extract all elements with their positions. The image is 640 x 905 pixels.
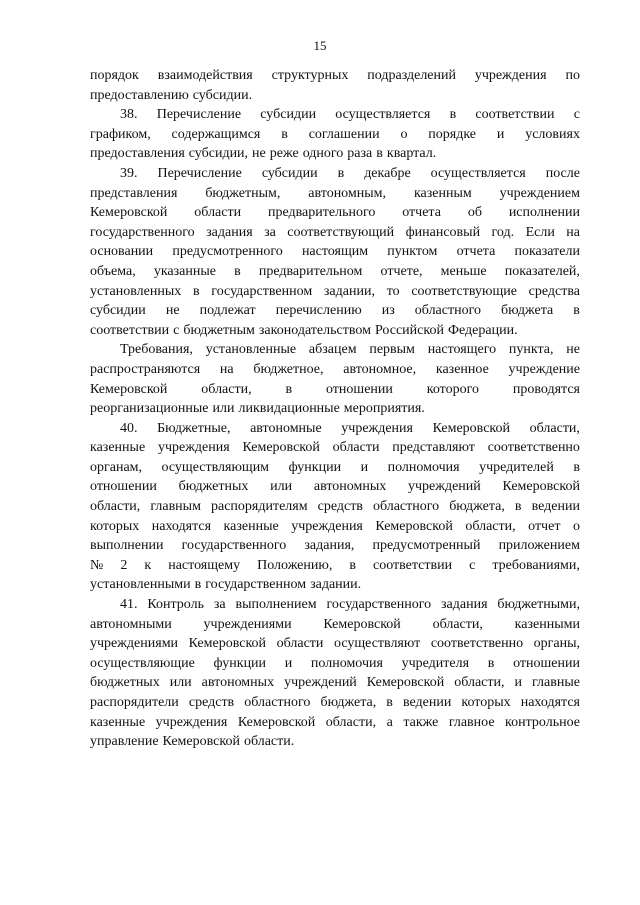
text-line — [90, 556, 580, 576]
word: декабре — [364, 165, 411, 181]
text-line — [90, 321, 580, 341]
word: осуществляющие — [90, 655, 195, 671]
word: в — [449, 107, 457, 123]
word: 40. — [120, 420, 138, 436]
word: с — [173, 322, 180, 338]
word: задания — [206, 224, 253, 240]
text-line — [90, 340, 580, 360]
word: государственного — [90, 224, 195, 240]
word: средства — [528, 283, 580, 299]
word: соответствующие — [411, 283, 517, 299]
word: находятся — [151, 518, 212, 534]
word: учредителя — [401, 655, 470, 671]
word: в — [573, 459, 580, 475]
word: Перечисление — [156, 107, 242, 123]
word: субсидии. — [192, 87, 253, 103]
word: не — [566, 342, 580, 358]
text-line — [90, 262, 580, 282]
word: области — [276, 636, 324, 652]
word: Кемеровской — [242, 440, 320, 456]
word: 39. — [120, 165, 138, 181]
word: области, — [454, 675, 505, 691]
word: автономным, — [308, 185, 387, 201]
word: соответствии — [373, 557, 453, 573]
word: установленных — [90, 283, 182, 299]
text-line — [90, 144, 580, 164]
text-line — [90, 66, 580, 86]
word: учреждения — [155, 714, 228, 730]
text-line — [90, 399, 580, 419]
word: показателей, — [504, 263, 580, 279]
word: отчета — [456, 244, 496, 260]
word: отчета — [402, 205, 441, 221]
word: распорядителям — [210, 499, 308, 515]
word: раза — [347, 146, 373, 162]
word: в — [337, 165, 345, 181]
word: Кемеровской — [432, 420, 511, 436]
word: за — [213, 597, 226, 613]
word: задании, — [323, 283, 375, 299]
word: после — [545, 165, 580, 181]
word: которых — [90, 518, 140, 534]
text-line — [90, 282, 580, 302]
word: в — [349, 557, 356, 573]
word: предусмотренного — [172, 244, 283, 260]
word: бюджета — [501, 303, 554, 319]
word: учреждения — [474, 68, 547, 83]
word: учреждений — [408, 479, 481, 495]
word: одного — [302, 146, 344, 162]
word: области, — [465, 518, 516, 534]
text-line — [90, 693, 580, 713]
word: главным — [150, 499, 201, 515]
word: предусмотренный — [372, 538, 481, 554]
text-line — [90, 419, 580, 439]
word: основании — [90, 244, 154, 260]
word: предоставлению — [90, 87, 189, 103]
text-line — [90, 105, 580, 125]
word: средств — [188, 695, 235, 710]
word: порядке — [428, 126, 477, 142]
word: осуществляют — [333, 636, 421, 652]
text-line — [90, 536, 580, 556]
word: учреждения — [341, 420, 413, 436]
word: представления — [90, 185, 178, 201]
word: в — [281, 126, 288, 142]
word: Положению, — [257, 557, 333, 573]
text-line — [90, 301, 580, 321]
word: соответствии — [475, 107, 555, 123]
word: в — [234, 263, 241, 279]
word: бюджетных — [90, 675, 160, 691]
paragraph-41 — [90, 595, 580, 752]
word: государственного — [326, 597, 432, 613]
text-line — [90, 242, 580, 262]
text-line — [90, 380, 580, 400]
word: Кемеровской — [366, 675, 445, 691]
word: бюджетным — [183, 322, 255, 338]
word: бюджета, — [320, 695, 377, 710]
word: предоставления — [90, 146, 185, 162]
word: распорядители — [90, 695, 179, 710]
word: области. — [243, 734, 295, 750]
word: автономных — [201, 675, 275, 691]
word: пунктом — [387, 244, 438, 260]
word: об — [467, 205, 482, 221]
word: осуществляющим — [161, 459, 270, 475]
paragraph-38 — [90, 105, 580, 164]
text-line — [90, 575, 580, 595]
word: за — [264, 224, 276, 240]
word: бюджета, — [449, 499, 505, 515]
word: с — [573, 107, 580, 123]
word: из — [381, 303, 395, 319]
text-line — [90, 615, 580, 635]
word: казенными — [514, 616, 580, 632]
paragraph-continuation — [90, 66, 580, 105]
word: субсидии — [90, 303, 146, 319]
word: настоящему — [168, 557, 241, 573]
word: области — [332, 440, 380, 456]
word: представляют — [392, 440, 475, 456]
word: с — [469, 557, 476, 573]
word: учреждения — [157, 440, 230, 456]
word: показатели — [514, 244, 580, 260]
word: учреждения — [291, 518, 363, 534]
word: Перечисление — [157, 165, 242, 181]
word: главное — [448, 714, 495, 730]
word: в — [386, 695, 393, 710]
word: 2 — [120, 557, 128, 573]
word: задания — [441, 597, 488, 613]
word: объема, — [90, 263, 136, 279]
word: требованиями, — [492, 557, 580, 573]
word: управление — [90, 734, 159, 750]
word: учреждений — [284, 675, 357, 691]
word: главные — [531, 675, 580, 691]
word: отношении — [325, 381, 393, 397]
word: также — [403, 714, 439, 730]
word: содержащимся — [171, 126, 261, 142]
word: государственного — [181, 538, 287, 554]
paragraph-requirements — [90, 340, 580, 418]
word: не — [252, 146, 266, 162]
word: которого — [426, 381, 479, 397]
word: настоящего — [427, 342, 497, 358]
text-line — [90, 713, 580, 733]
text-line — [90, 438, 580, 458]
word: первым — [369, 342, 415, 358]
word: подразделений — [367, 68, 456, 83]
word: полномочия — [310, 655, 383, 671]
word: области, — [529, 420, 580, 436]
word: областного — [414, 303, 481, 319]
word: учреждение — [508, 361, 580, 377]
word: перечислению — [275, 303, 362, 319]
word: соглашении — [308, 126, 380, 142]
paragraph-39 — [90, 164, 580, 340]
word: мероприятия. — [343, 401, 425, 417]
word: установленные — [205, 342, 297, 358]
word: 38. — [120, 107, 138, 123]
word: а — [386, 714, 393, 730]
word: казенное — [435, 361, 489, 377]
word: о — [572, 518, 580, 534]
word: осуществляется — [430, 165, 526, 181]
word: и — [360, 459, 369, 475]
word: области, — [432, 616, 483, 632]
word: или — [212, 401, 235, 417]
word: которых — [461, 695, 511, 710]
word: реорганизационные — [90, 401, 209, 417]
text-line — [90, 595, 580, 615]
word: области — [194, 205, 242, 221]
word: Кемеровской — [90, 205, 168, 221]
word: средств — [317, 499, 363, 515]
word: учреждениями — [90, 636, 179, 652]
word: в — [514, 499, 522, 515]
word: или — [169, 675, 192, 691]
word: подлежат — [199, 303, 256, 319]
word: по — [565, 68, 580, 83]
text-line — [90, 203, 580, 223]
word: задания, — [304, 538, 355, 554]
word: отношении — [513, 655, 580, 671]
text-line — [90, 360, 580, 380]
word: на — [219, 361, 234, 377]
text-line — [90, 654, 580, 674]
word: указанные — [153, 263, 216, 279]
word: бюджетных — [178, 479, 249, 495]
text-line — [90, 732, 580, 752]
word: функции — [213, 655, 267, 671]
word: субсидии, — [188, 146, 249, 162]
word: условиях — [525, 126, 580, 142]
text-line — [90, 223, 580, 243]
word: соответственно — [487, 440, 580, 456]
word: ведении — [531, 499, 580, 515]
word: областного — [372, 499, 440, 515]
word: казенным — [413, 185, 472, 201]
word: предварительного — [267, 205, 376, 221]
word: бюджетными, — [497, 597, 580, 613]
text-line — [90, 477, 580, 497]
word: автономные — [250, 420, 322, 436]
word: проводятся — [512, 381, 580, 397]
word: ликвидационные — [238, 401, 340, 417]
word: исполнении — [508, 205, 580, 221]
word: учреждением — [499, 185, 580, 201]
word: автономное, — [343, 361, 417, 377]
word: Федерации. — [447, 322, 518, 338]
word: в — [192, 283, 200, 299]
text-line — [90, 517, 580, 537]
word: области, — [201, 381, 252, 397]
word: в — [573, 303, 580, 319]
word: в — [194, 577, 202, 593]
word: субсидии — [260, 107, 317, 123]
word: Контроль — [147, 597, 204, 613]
word: отчете, — [380, 263, 423, 279]
word: бюджетное, — [253, 361, 324, 377]
word: Кемеровской — [502, 479, 580, 495]
word: Кемеровской — [237, 714, 316, 730]
word: государственном — [205, 577, 307, 593]
text-line — [90, 673, 580, 693]
word: отчет — [528, 518, 561, 534]
word: то — [386, 283, 400, 299]
word: соответственно — [430, 636, 524, 652]
word: соответствующий — [287, 224, 395, 240]
word: полномочия — [387, 459, 460, 475]
word: функции — [288, 459, 342, 475]
word: казенные — [223, 518, 279, 534]
word: области, — [90, 499, 141, 515]
word: казенные — [90, 714, 146, 730]
paragraph-40 — [90, 419, 580, 595]
word: в — [285, 381, 293, 397]
word: законодательством — [258, 322, 371, 338]
word: не — [165, 303, 180, 319]
word: распространяются — [90, 361, 201, 377]
word: или — [270, 479, 293, 495]
text-line — [90, 164, 580, 184]
word: контрольное — [505, 714, 580, 730]
word: Кемеровской — [90, 381, 168, 397]
word: находятся — [520, 695, 580, 710]
word: органы, — [533, 636, 580, 652]
text-line — [90, 125, 580, 145]
word: государственном — [211, 283, 313, 299]
text-line — [90, 497, 580, 517]
word: абзацем — [308, 342, 357, 358]
word: финансовый — [405, 224, 481, 240]
word: приложением — [498, 538, 580, 554]
word: отношении — [90, 479, 157, 495]
document-body — [90, 66, 580, 752]
word: и — [496, 126, 505, 142]
word: 41. — [120, 597, 138, 613]
word: соответствии — [90, 322, 170, 338]
word: в — [376, 146, 383, 162]
word: меньше — [440, 263, 487, 279]
text-line — [90, 184, 580, 204]
word: органам, — [90, 459, 143, 475]
word: выполнении — [90, 538, 164, 554]
word: учреждениями — [203, 616, 292, 632]
word: в — [487, 655, 495, 671]
word: структурных — [271, 68, 349, 83]
word: квартал. — [386, 146, 437, 162]
word: осуществляется — [335, 107, 431, 123]
word: Бюджетные, — [157, 420, 231, 436]
word: к — [144, 557, 152, 573]
word: предварительном — [258, 263, 363, 279]
word: графиком, — [90, 126, 151, 142]
word: на — [566, 224, 580, 240]
word: порядок — [90, 68, 139, 83]
word: установленными — [90, 577, 191, 593]
word: Кемеровской — [188, 636, 267, 652]
word: выполнением — [235, 597, 317, 613]
word: пункта, — [508, 342, 554, 358]
word: задании. — [310, 577, 362, 593]
word: казенные — [90, 440, 146, 456]
word: год. — [491, 224, 515, 240]
word: бюджетным, — [205, 185, 281, 201]
word: учредителей — [479, 459, 554, 475]
word: реже — [269, 146, 299, 162]
text-line — [90, 86, 580, 106]
word: Российской — [374, 322, 444, 338]
word: о — [400, 126, 408, 142]
word: автономных — [313, 479, 387, 495]
text-line — [90, 634, 580, 654]
word: ведении — [402, 695, 452, 710]
word: Кемеровской — [323, 616, 401, 632]
page-number: 15 — [313, 38, 327, 53]
word: областного — [244, 695, 311, 710]
word: № — [90, 557, 104, 573]
word: субсидии — [261, 165, 318, 181]
word: взаимодействия — [157, 68, 253, 83]
text-line — [90, 458, 580, 478]
word: автономными — [90, 616, 172, 632]
word: и — [514, 675, 522, 691]
word: настоящим — [301, 244, 369, 260]
word: Если — [525, 224, 555, 240]
word: и — [284, 655, 293, 671]
word: Кемеровской — [162, 734, 240, 750]
word: Требования, — [120, 342, 193, 358]
word: Кемеровской — [375, 518, 453, 534]
word: области, — [325, 714, 377, 730]
